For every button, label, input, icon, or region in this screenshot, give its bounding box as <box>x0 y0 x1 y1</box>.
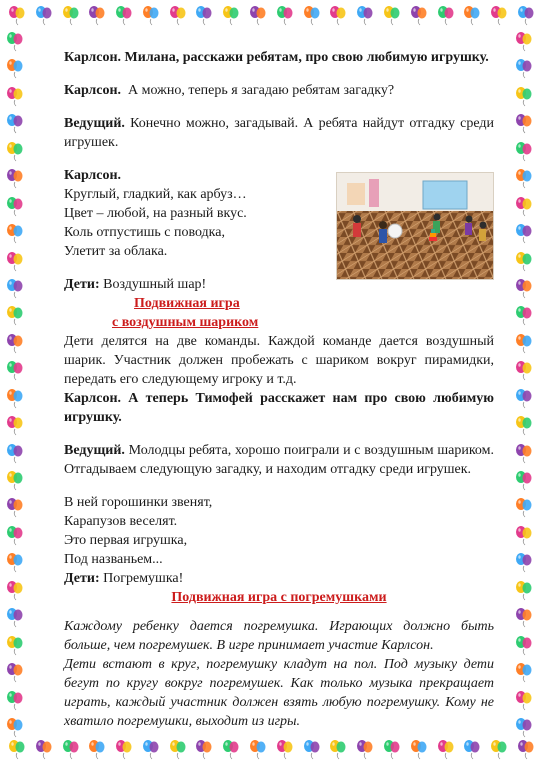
balloon-icon <box>513 250 535 272</box>
balloon-icon <box>4 332 26 354</box>
balloon-icon <box>461 738 483 760</box>
balloon-icon <box>354 738 376 760</box>
balloon-icon <box>515 4 537 26</box>
balloon-icon <box>513 57 535 79</box>
balloon-icon <box>513 359 535 381</box>
balloon-icon <box>4 661 26 683</box>
balloon-icon <box>301 4 323 26</box>
speaker-host: Ведущий. <box>64 116 125 131</box>
paragraph-karlson-1 <box>64 48 494 67</box>
riddle-line: Круглый, гладкий, как арбуз… <box>64 187 247 202</box>
balloon-icon <box>513 716 535 738</box>
balloon-icon <box>513 606 535 628</box>
paragraph-karlson-3 <box>64 389 494 427</box>
balloon-icon <box>167 738 189 760</box>
balloon-icon <box>513 195 535 217</box>
riddle-line: В ней горошинки звенят, <box>64 495 213 510</box>
riddle-rattle <box>64 493 324 569</box>
balloon-icon <box>515 738 537 760</box>
balloon-icon <box>4 304 26 326</box>
balloon-icon <box>408 4 430 26</box>
balloon-icon <box>513 304 535 326</box>
balloon-icon <box>461 4 483 26</box>
balloon-icon <box>488 4 510 26</box>
riddle-balloon <box>64 166 324 261</box>
balloon-border-right <box>513 30 539 738</box>
balloon-icon <box>354 4 376 26</box>
balloon-icon <box>4 140 26 162</box>
balloon-icon <box>167 4 189 26</box>
balloon-icon <box>4 469 26 491</box>
line-text: Милана, расскажи ребятам, про свою любимую игрушку. <box>124 50 489 65</box>
riddle-line: Коль отпустишь с поводка, <box>64 225 225 240</box>
game1-title-line1: Подвижная игра <box>134 296 240 311</box>
balloon-icon <box>435 738 457 760</box>
balloon-icon <box>4 496 26 518</box>
balloon-icon <box>513 496 535 518</box>
balloon-icon <box>381 4 403 26</box>
balloon-icon <box>408 738 430 760</box>
speaker-karlson: Карлсон. <box>64 168 122 183</box>
balloon-icon <box>4 277 26 299</box>
line-text: А можно, теперь я загадаю ребятам загадку? <box>128 83 395 98</box>
balloon-icon <box>4 30 26 52</box>
balloon-icon <box>60 4 82 26</box>
paragraph-children-1 <box>64 275 494 294</box>
balloon-icon <box>113 738 135 760</box>
balloon-icon <box>4 112 26 134</box>
balloon-icon <box>33 4 55 26</box>
balloon-icon <box>113 4 135 26</box>
balloon-icon <box>140 738 162 760</box>
balloon-icon <box>513 387 535 409</box>
balloon-icon <box>274 738 296 760</box>
balloon-icon <box>301 738 323 760</box>
balloon-icon <box>274 4 296 26</box>
balloon-icon <box>4 250 26 272</box>
riddle-line: Карапузов веселят. <box>64 514 178 529</box>
balloon-icon <box>513 167 535 189</box>
speaker-children: Дети: <box>64 571 100 586</box>
balloon-icon <box>513 551 535 573</box>
line-text: Молодцы ребята, хорошо поиграли и с воздушным шариком. Отгадываем следующую загадку, и находим отгадку среди игрушек. <box>64 443 495 477</box>
speaker-karlson: Карлсон. <box>64 83 122 98</box>
balloon-icon <box>6 4 28 26</box>
game1-title-line2: с воздушным шариком <box>112 315 259 330</box>
balloon-border-left <box>4 30 30 738</box>
balloon-icon <box>513 222 535 244</box>
balloon-icon <box>4 606 26 628</box>
balloon-icon <box>4 387 26 409</box>
balloon-icon <box>247 4 269 26</box>
balloon-icon <box>33 738 55 760</box>
balloon-icon <box>247 738 269 760</box>
paragraph-karlson-2 <box>64 81 494 100</box>
balloon-icon <box>4 85 26 107</box>
speaker-karlson: Карлсон. <box>64 50 122 65</box>
game2-description-2: Дети встают в круг, погремушку кладут на пол. Под музыку дети бегут по кругу вокруг погремушек. Как только музыка прекращает играть, каждый участник должен взять любую погремушку. Кому не хватило погремушки, выходит из игры. <box>64 657 494 729</box>
balloon-icon <box>513 112 535 134</box>
balloon-icon <box>4 551 26 573</box>
balloon-border-top <box>6 4 537 30</box>
riddle-line: Это первая игрушка, <box>64 533 188 548</box>
paragraph-host-2 <box>64 441 494 479</box>
balloon-icon <box>513 85 535 107</box>
game2-description-1: Каждому ребенку дается погремушка. Играющих должно быть больше, чем погремушек. В игре принимает участие Карлсон. <box>64 619 494 653</box>
balloon-icon <box>4 414 26 436</box>
balloon-icon <box>220 4 242 26</box>
balloon-icon <box>4 195 26 217</box>
balloon-icon <box>327 738 349 760</box>
balloon-icon <box>513 332 535 354</box>
balloon-border-bottom <box>6 738 537 764</box>
balloon-icon <box>220 738 242 760</box>
balloon-icon <box>4 57 26 79</box>
balloon-icon <box>4 167 26 189</box>
document-body <box>64 48 494 731</box>
balloon-icon <box>513 469 535 491</box>
balloon-icon <box>435 4 457 26</box>
balloon-icon <box>513 634 535 656</box>
balloon-icon <box>327 4 349 26</box>
balloon-icon <box>86 738 108 760</box>
balloon-icon <box>513 661 535 683</box>
riddle-line: Цвет – любой, на разный вкус. <box>64 206 247 221</box>
balloon-icon <box>4 524 26 546</box>
riddle-line: Под названьем... <box>64 552 163 567</box>
balloon-icon <box>86 4 108 26</box>
balloon-icon <box>4 716 26 738</box>
paragraph-host-1 <box>64 114 494 152</box>
riddle-line: Улетит за облака. <box>64 244 168 259</box>
speaker-host: Ведущий. <box>64 443 125 458</box>
balloon-icon <box>488 738 510 760</box>
line-text: Воздушный шар! <box>103 277 207 292</box>
balloon-icon <box>513 140 535 162</box>
speaker-children: Дети: <box>64 277 100 292</box>
game2-title: Подвижная игра с погремушками <box>171 590 387 605</box>
balloon-icon <box>4 442 26 464</box>
balloon-icon <box>4 634 26 656</box>
line-text: Погремушка! <box>103 571 184 586</box>
line-text: Конечно можно, загадывай. А ребята найдут отгадку среди игрушек. <box>64 116 494 150</box>
balloon-icon <box>513 524 535 546</box>
balloon-icon <box>513 277 535 299</box>
paragraph-children-2 <box>64 569 494 588</box>
balloon-icon <box>4 579 26 601</box>
balloon-icon <box>513 30 535 52</box>
line-text: Карлсон. А теперь Тимофей расскажет нам про свою любимую игрушку. <box>64 391 494 425</box>
balloon-icon <box>381 738 403 760</box>
balloon-icon <box>513 442 535 464</box>
balloon-icon <box>140 4 162 26</box>
balloon-icon <box>4 359 26 381</box>
balloon-icon <box>193 4 215 26</box>
balloon-icon <box>60 738 82 760</box>
balloon-icon <box>513 414 535 436</box>
balloon-icon <box>193 738 215 760</box>
balloon-icon <box>513 689 535 711</box>
balloon-icon <box>513 579 535 601</box>
game1-description: Дети делятся на две команды. Каждой команде дается воздушный шарик. Участник должен пробежать с шариком вокруг пирамидки, передать его следующему игроку и т.д. <box>64 334 494 387</box>
balloon-icon <box>4 689 26 711</box>
balloon-icon <box>4 222 26 244</box>
balloon-icon <box>6 738 28 760</box>
